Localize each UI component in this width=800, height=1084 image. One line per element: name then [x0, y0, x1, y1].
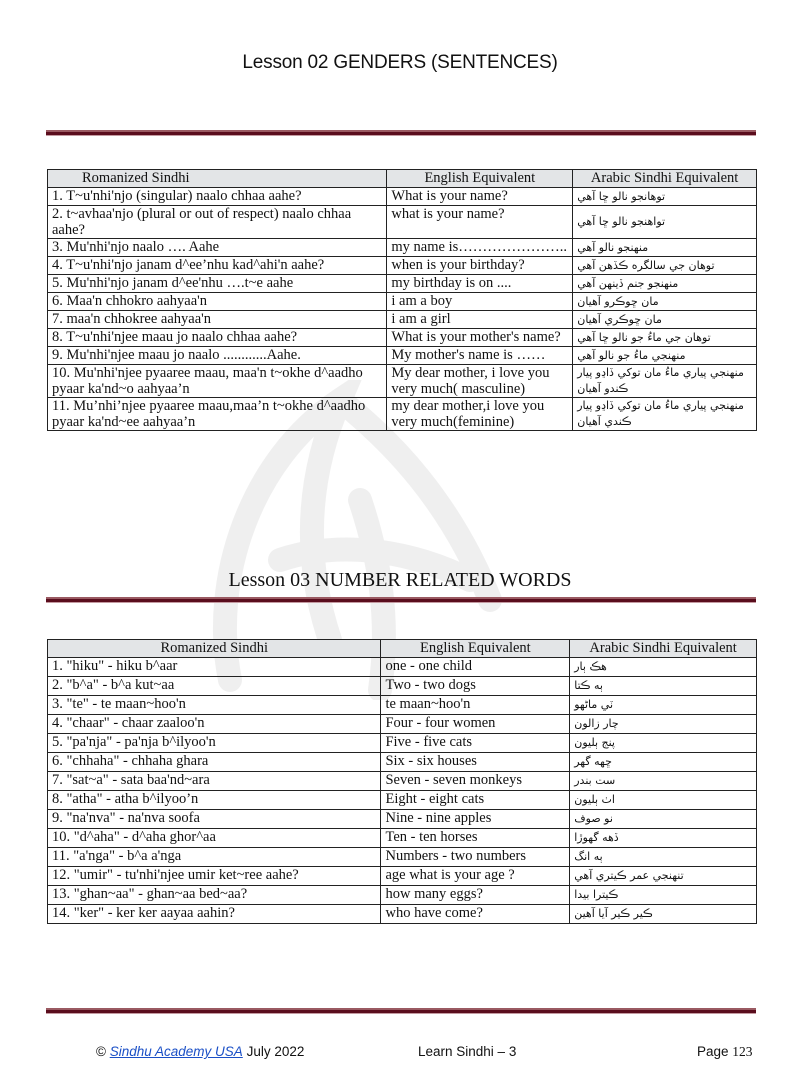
cell-arabic	[573, 239, 757, 257]
cell-romanized: 2. "b^a" - b^a kut~aa	[48, 677, 381, 696]
cell-romanized: 9. "na'nva" - na'nva soofa	[48, 810, 381, 829]
table-row	[48, 347, 757, 365]
table-row	[48, 677, 757, 696]
cell-romanized: 8. T~u'nhi'njee maau jo naalo chhaa aahe?	[48, 329, 387, 347]
arabic-text: منهنجي پياري ماءُ مان توکي ڏاڍو پيار ڪندو آهيان	[577, 366, 744, 395]
table-row	[48, 791, 757, 810]
cell-arabic	[573, 275, 757, 293]
cell-english: Four - four women	[381, 715, 570, 734]
cell-romanized: 1. "hiku" - hiku b^aar	[48, 658, 381, 677]
arabic-text: ٻه ڪتا	[574, 679, 603, 692]
lesson02-title: Lesson 02 GENDERS (SENTENCES)	[242, 52, 558, 73]
cell-romanized: 1. T~u'nhi'njo (singular) naalo chhaa aahe?	[48, 188, 387, 206]
header-romanized: Romanized Sindhi	[48, 640, 381, 658]
cell-arabic	[570, 886, 757, 905]
section-divider	[46, 130, 756, 137]
table-row	[48, 715, 757, 734]
cell-romanized: 9. Mu'nhi'njee maau jo naalo ............Aahe.	[48, 347, 387, 365]
cell-romanized: 8. "atha" - atha b^ilyoo’n	[48, 791, 381, 810]
cell-arabic	[570, 829, 757, 848]
cell-romanized: 7. maa'n chhokree aahyaa'n	[48, 311, 387, 329]
table-row	[48, 753, 757, 772]
cell-romanized: 11. Mu’nhi’njee pyaaree maau,maa’n t~okhe d^aadho pyaar ka'nd~ee aahyaa’n	[48, 398, 387, 431]
cell-romanized: 5. "pa'nja" - pa'nja b^ilyoo'n	[48, 734, 381, 753]
cell-romanized: 14. "ker" - ker ker aayaa aahin?	[48, 905, 381, 924]
table-row	[48, 658, 757, 677]
table-row	[48, 867, 757, 886]
cell-english: Eight - eight cats	[381, 791, 570, 810]
cell-english: What is your mother's name?	[387, 329, 573, 347]
cell-romanized: 12. "umir" - tu'nhi'njee umir ket~ree aahe?	[48, 867, 381, 886]
cell-english: Five - five cats	[381, 734, 570, 753]
cell-arabic	[570, 791, 757, 810]
cell-english: my name is…………………..	[387, 239, 573, 257]
cell-arabic	[573, 347, 757, 365]
lesson03-table	[47, 639, 757, 924]
cell-english: when is your birthday?	[387, 257, 573, 275]
cell-romanized: 4. "chaar" - chaar zaaloo'n	[48, 715, 381, 734]
header-english: English Equivalent	[387, 170, 573, 188]
cell-english: i am a boy	[387, 293, 573, 311]
header-arabic: Arabic Sindhi Equivalent	[573, 170, 757, 188]
table-row	[48, 696, 757, 715]
arabic-text: چار زالون	[574, 717, 619, 730]
table-row	[48, 886, 757, 905]
arabic-text: منهنجي پياري ماءُ مان توکي ڏاڍو پيار ڪندي آهيان	[577, 399, 744, 428]
arabic-text: ڇهه گهر	[574, 755, 612, 768]
cell-arabic	[570, 867, 757, 886]
footer-date: July 2022	[246, 1044, 305, 1059]
cell-arabic	[573, 188, 757, 206]
cell-english: i am a girl	[387, 311, 573, 329]
table-row	[48, 905, 757, 924]
cell-english: one - one child	[381, 658, 570, 677]
table-row	[48, 311, 757, 329]
cell-english: My dear mother, i love you very much( masculine)	[387, 365, 573, 398]
arabic-text: تنهنجي عمر ڪيتري آهي	[574, 869, 684, 882]
footer-page	[697, 1044, 753, 1060]
arabic-text: ٻه انگ	[574, 850, 603, 863]
cell-english: Ten - ten horses	[381, 829, 570, 848]
arabic-text: مان ڇوڪرو آهيان	[577, 294, 659, 308]
footer-book-title: Learn Sindhi – 3	[418, 1044, 517, 1059]
table-row	[48, 829, 757, 848]
header-arabic: Arabic Sindhi Equivalent	[570, 640, 757, 658]
table-row	[48, 329, 757, 347]
cell-arabic	[570, 696, 757, 715]
arabic-text: توهان جي ماءُ جو نالو ڇا آهي	[577, 330, 711, 344]
cell-english: Seven - seven monkeys	[381, 772, 570, 791]
cell-arabic	[573, 329, 757, 347]
table-row	[48, 188, 757, 206]
arabic-text: توهانجو نالو ڇا آهي	[577, 189, 666, 203]
cell-english: My mother's name is ……	[387, 347, 573, 365]
footer-divider	[46, 1008, 756, 1015]
arabic-text: پنج ٻليون	[574, 736, 615, 749]
arabic-text: مان ڇوڪري آهيان	[577, 312, 662, 326]
table-row	[48, 848, 757, 867]
cell-arabic	[570, 810, 757, 829]
cell-romanized: 6. "chhaha" - chhaha ghara	[48, 753, 381, 772]
cell-romanized: 10. Mu'nhi'njee pyaaree maau, maa'n t~okhe d^aadho pyaar ka'nd~o aahyaa’n	[48, 365, 387, 398]
header-romanized: Romanized Sindhi	[48, 170, 387, 188]
footer-copyright	[96, 1044, 304, 1059]
cell-arabic	[573, 311, 757, 329]
arabic-text: توهان جي سالگره ڪڏهن آهي	[577, 258, 715, 272]
section-divider	[46, 597, 756, 604]
cell-arabic	[570, 848, 757, 867]
cell-arabic	[570, 658, 757, 677]
table-header-row	[48, 170, 757, 188]
cell-arabic	[573, 206, 757, 239]
arabic-text: منهنجي ماءُ جو نالو آهي	[577, 348, 686, 362]
cell-english: What is your name?	[387, 188, 573, 206]
arabic-text: ڪير ڪير آيا آهين	[574, 907, 653, 920]
cell-arabic	[573, 398, 757, 431]
arabic-text: ست بندر	[574, 774, 616, 787]
cell-romanized: 3. "te" - te maan~hoo'n	[48, 696, 381, 715]
cell-english: who have come?	[381, 905, 570, 924]
header-english: English Equivalent	[381, 640, 570, 658]
cell-english: what is your name?	[387, 206, 573, 239]
cell-romanized: 4. T~u'nhi'njo janam d^ee’nhu kad^ahi'n aahe?	[48, 257, 387, 275]
table-row	[48, 398, 757, 431]
cell-arabic	[570, 905, 757, 924]
arabic-text: منهنجو جنم ڏينهن آهي	[577, 276, 679, 290]
page-number: 123	[732, 1044, 753, 1059]
cell-arabic	[573, 257, 757, 275]
cell-arabic	[570, 734, 757, 753]
arabic-text: نو صوف	[574, 812, 613, 825]
arabic-text: ڪيترا بيدا	[574, 888, 619, 901]
table-row	[48, 810, 757, 829]
lesson02-table	[47, 169, 757, 431]
table-row	[48, 257, 757, 275]
cell-romanized: 11. "a'nga" - b^a a'nga	[48, 848, 381, 867]
table-row	[48, 365, 757, 398]
table-row	[48, 293, 757, 311]
table-row	[48, 239, 757, 257]
cell-arabic	[570, 772, 757, 791]
table-row	[48, 275, 757, 293]
cell-arabic	[573, 365, 757, 398]
cell-romanized: 2. t~avhaa'njo (plural or out of respect) naalo chhaa aahe?	[48, 206, 387, 239]
cell-english: Six - six houses	[381, 753, 570, 772]
copyright-symbol: ©	[96, 1044, 106, 1059]
cell-english: my dear mother,i love you very much(feminine)	[387, 398, 573, 431]
table-row	[48, 734, 757, 753]
cell-english: my birthday is on ....	[387, 275, 573, 293]
cell-romanized: 6. Maa'n chhokro aahyaa'n	[48, 293, 387, 311]
lesson03-title: Lesson 03 NUMBER RELATED WORDS	[228, 569, 572, 591]
cell-romanized: 13. "ghan~aa" - ghan~aa bed~aa?	[48, 886, 381, 905]
cell-arabic	[570, 753, 757, 772]
cell-english: Numbers - two numbers	[381, 848, 570, 867]
cell-arabic	[570, 677, 757, 696]
arabic-text: هڪ ٻار	[574, 660, 607, 673]
table-header-row	[48, 640, 757, 658]
cell-arabic	[573, 293, 757, 311]
page-label: Page	[697, 1044, 729, 1059]
cell-english: Nine - nine apples	[381, 810, 570, 829]
table-row	[48, 206, 757, 239]
arabic-text: تواهنجو نالو ڇا آهي	[577, 215, 666, 228]
arabic-text: ڏهه گهوڙا	[574, 831, 619, 844]
cell-english: te maan~hoo'n	[381, 696, 570, 715]
table-row	[48, 772, 757, 791]
arabic-text: ٽي ماڻهو	[574, 698, 614, 711]
arabic-text: اٺ ٻليون	[574, 793, 615, 806]
cell-english: how many eggs?	[381, 886, 570, 905]
publisher-link[interactable]: Sindhu Academy USA	[109, 1044, 243, 1059]
cell-english: Two - two dogs	[381, 677, 570, 696]
arabic-text: منهنجو نالو آهي	[577, 240, 649, 254]
cell-romanized: 5. Mu'nhi'njo janam d^ee'nhu ….t~e aahe	[48, 275, 387, 293]
cell-english: age what is your age ?	[381, 867, 570, 886]
cell-romanized: 3. Mu'nhi'njo naalo …. Aahe	[48, 239, 387, 257]
cell-romanized: 10. "d^aha" - d^aha ghor^aa	[48, 829, 381, 848]
cell-arabic	[570, 715, 757, 734]
cell-romanized: 7. "sat~a" - sata baa'nd~ara	[48, 772, 381, 791]
